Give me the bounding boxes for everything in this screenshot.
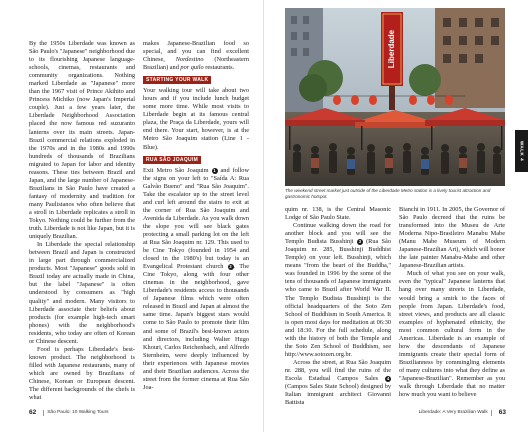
location-marker-icon: 4 xyxy=(386,375,390,381)
section-heading-starting-walk: STARTING YOUR WALK xyxy=(143,76,211,84)
page-number: 62 xyxy=(29,409,37,416)
page-number: 63 xyxy=(498,409,506,416)
location-marker-icon: 2 xyxy=(229,264,232,270)
footer-left xyxy=(29,409,109,416)
text: Continue walking down the road for another block and you will see the Templo Budista Busshinji xyxy=(285,222,391,246)
paragraph: Much of what you see on your walk, even the "typical" Japanese lanterns that hang over many streets in Liberdade, would bring a smirk to the faces of people from Japan. Liberdade's food, street views, and products are all classic examples of hyphenated ethnicity, the most common cultural form in the Americas. Liberdade is an example of how the descendants of Japanese immigrants create their special form of Brazilianness by commingling elements of many cultures into what they define as "Japanese-Brazilian". Remember as you walk through Liberdade that no matter how much you want to believe xyxy=(399,270,505,399)
street-market-photo xyxy=(285,8,505,186)
location-marker-icon: 1 xyxy=(213,167,216,173)
divider xyxy=(491,410,492,416)
text-italic: Nordestino xyxy=(175,56,204,64)
side-tab-label: WALK 4 xyxy=(519,140,524,162)
text: . The Cine Tokyo, along with four other cinemas in the neighborhood, gave Liberdade's residents access to thousands of Japanese films which were often released in Brazil and Japan at almost the same time. Japan's biggest stars would come to São Paulo to promote their film and some of Brazil's best-known actors and directors, including Walter Hugo Khouri, Carlos Reichenbach, and Alfredo Sternheim, were deeply influenced by their experiences with Japanese movies and their Brazilian audiences. Across the street from the former cinema at Rua São Joa- xyxy=(143,263,250,391)
text: and follow the signs on your left to "Saída A: Rua Galvão Bueno" and "Rua São Joaquim". Take the escalator up to the street level and curl left around the stairs to exit at the corner of Rua São Joaquim and Avenida da Liberdade. As you walk down the slope you will see black gates protecting a small parking lot on the left at Rua São Joaquim nr. 129. This used to be Cine Tokyo (founded in 1954 and closed in the 1980's) but today is an Evangelical Protestant church xyxy=(143,166,249,271)
paragraph: In Liberdade the special relationship between Brazil and Japan is constructed in large part through commercialized products. Most "Japanese" goods sold in Brazil today are actually made in China, but the label "Japanese" is often understood by consumers as "high quality" and modern. Many visitors to Liberdade associate their beliefs about products (for example high-tech smart phones) with the neighborhood's residents, who today are often of Korean or Chinese descent. xyxy=(29,241,135,345)
text: Across the street, at Rua São Joaquim nr. 288, you will find the ruins of the Escola Estadual Campos Sales xyxy=(285,358,391,382)
chapter-title: Liberdade: A Very Brazilian Walk xyxy=(418,410,488,415)
paragraph: Your walking tour will take about two hours and if you include lunch budget some more time. While most visits to Liberdade begin at its famous central plaza, the Praça da Liberdade, yours will end there. Your start, however, is at the Metro São Joaquim station (Line 1 - Blue). xyxy=(143,87,249,151)
text: (Campos Sales State School) designed by Italian immigrant architect Giovanni Battista xyxy=(285,383,391,407)
divider xyxy=(43,410,44,416)
photo-illustration xyxy=(285,8,505,186)
right-page xyxy=(264,0,528,432)
text-italic: por quilo xyxy=(180,64,204,72)
paragraph: By the 1950s Liberdade was known as São Paulo's "Japanese" neighborhood due to its flourishing Japanese language-schools, cinemas, restaurants and community organizations. Nothing marked Liberdade as "Japanese" more than the 1967 visit of Prince Akihito and Princess Michiko (now Japan's Imperial couple). Just a few years later, the Liberdade Neighborhood Association placed the now famous red suzuranto lanterns over its main streets. Japan-Brazil commercial relations exploded in the 1970s and in the 1980s and 1990s hundreds of thousands of Brazilians migrated to Japan for labor and identity reasons. These ties between Brazil and Japan, and the large number of Japanese-Brazilians in São Paulo have created a fantasy of modernity and tradition for many Paulistanos who often believe that a stroll in Liberdade replicates a stroll in Tokyo. Nothing could be further from the truth. Liberdade is not like Japan, but it is uniquely Brazilian. xyxy=(29,40,135,241)
right-column-1 xyxy=(285,206,391,407)
text: restaurants. xyxy=(203,64,235,72)
left-column-2 xyxy=(143,40,249,404)
text: Exit Metro São Joaquim xyxy=(143,166,212,174)
liberdade-sign: Liberdade xyxy=(387,29,397,69)
text: (Rua São Joaquim nr. 285, Busshinji Buddhist Temple) on your left. Busshinji, which means "from the heart of the Buddha," was founded in 1996 by the some of the tens of thousands of Japanese immigrants who came to Brazil after World War II. The Templo Budista Busshinji is the official headquarters of the Soto Zen School of Buddhism in South America. It is open most days for meditation at 06:30 and 18:30. For the full schedule, along with the history of both the Temple and the Soto Zen School of Buddhism, see http://www.sotozen.org.br. xyxy=(285,238,391,358)
paragraph xyxy=(143,167,249,392)
chapter-side-tab xyxy=(515,130,528,172)
section-heading-rua-sao-joaquim: RUA SÃO JOAQUIM xyxy=(143,156,201,164)
paragraph xyxy=(285,359,391,407)
left-column-1 xyxy=(29,40,135,404)
right-column-2 xyxy=(399,206,505,402)
book-title: São Paulo: 10 Walking Tours xyxy=(47,410,109,415)
paragraph xyxy=(285,222,391,359)
paragraph xyxy=(143,40,249,72)
photo-caption: The weekend street market just outside of the Liberdade Metro station is a lively tourist attraction and gastronomic hotspot. xyxy=(285,188,491,199)
paragraph: quim nr. 138, is the Central Masonic Lodge of São Paulo State. xyxy=(285,206,391,222)
footer-right xyxy=(419,409,506,416)
text: (Northeastern Brazilian) and xyxy=(143,56,249,72)
paragraph: Bianchi in 1911. In 2005, the Governor of São Paulo decreed that the ruins be transformed into the Museu de Arte Moderna Nipo-Brasileiro Manabu Mabe (Manu Mabe Museum of Modern Japanese-Brazilian Art), which will honor the late painter Manabu-Mabe and other Japanese-Brazilian artists. xyxy=(399,206,505,270)
paragraph: Food is perhaps Liberdade's best-known product. The neighborhood is filled with Japanese restaurants, many of which are owned by Brazilians of Chinese, Korean or European descent. The different backgrounds of the chefs is what xyxy=(29,345,135,402)
text: makes Japanese-Brazilian food so special, and you can find excellent Chinese, xyxy=(143,40,249,64)
location-marker-icon: 3 xyxy=(358,239,362,245)
